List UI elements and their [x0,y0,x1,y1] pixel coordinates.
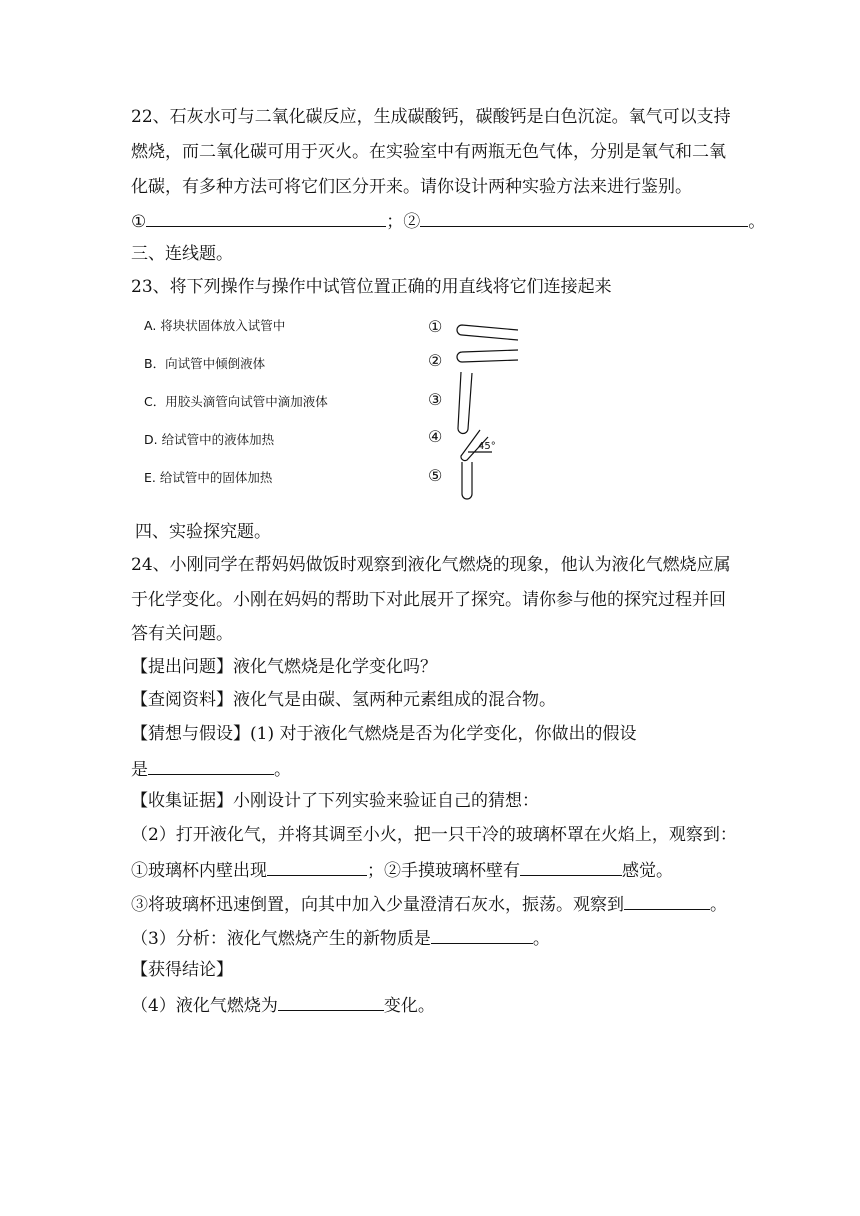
test-tube-5-icon [462,462,472,499]
q24-obs3-suffix: 。 [710,895,727,915]
q24-blank-obs3[interactable] [624,891,710,910]
q24-line-1: 24、小刚同学在帮妈妈做饭时观察到液化气燃烧的现象，他认为液化气燃烧应属 [131,555,731,575]
q24-observation-3 [131,891,727,917]
q24-consult: 【查阅资料】液化气是由碳、氢两种元素组成的混合物。 [131,690,556,710]
q24-blank-obs1[interactable] [267,857,367,876]
q24-step3-suffix: 。 [532,929,550,949]
test-tube-2-icon [457,350,518,362]
q24-hypothesis-1: 【猜想与假设】(1) 对于液化气燃烧是否为化学变化，你做出的假设 [131,724,637,744]
q23-number-4: ④ [428,427,443,446]
q23-number-3: ③ [428,390,443,409]
q22-mark-1: ① [131,212,147,232]
q24-observation-1 [131,857,673,883]
q22-end: 。 [748,212,766,232]
q24-conclusion-heading: 【获得结论】 [131,960,233,980]
q24-step-2: （2）打开液化气，并将其调至小火，把一只干冷的玻璃杯罩在火焰上，观察到： [131,825,737,845]
q24-blank-step3[interactable] [431,925,533,944]
q24-obs1-middle: ；②手摸玻璃杯壁有 [367,861,520,881]
angle-label: 45° [478,441,496,452]
q24-step4-prefix: （4）液化气燃烧为 [131,996,278,1016]
section-3-heading: 三、连线题。 [131,244,233,264]
q22-line-3: 化碳，有多种方法可将它们区分开来。请你设计两种实验方法来进行鉴别。 [131,177,692,197]
q22-line-1: 22、石灰水可与二氧化碳反应，生成碳酸钙，碳酸钙是白色沉淀。氧气可以支持 [131,107,731,127]
q22-blank-2[interactable] [420,208,748,227]
q24-collect: 【收集证据】小刚设计了下列实验来验证自己的猜想： [131,791,539,811]
q24-blank-step4[interactable] [278,992,384,1011]
q24-hypothesis-suffix: 。 [274,760,291,780]
q23-option-d: D. 给试管中的液体加热 [144,432,275,447]
q24-ask: 【提出问题】液化气燃烧是化学变化吗？ [131,657,437,677]
q24-blank-hypothesis[interactable] [148,756,274,775]
q24-obs1-suffix: 感觉。 [622,861,673,881]
q24-line-2: 于化学变化。小刚在妈妈的帮助下对此展开了探究。请你参与他的探究过程并回 [131,590,726,610]
q24-step3-prefix: （3）分析：液化气燃烧产生的新物质是 [131,929,431,949]
q24-blank-obs2[interactable] [520,857,622,876]
test-tube-1-icon [457,325,518,340]
q23-option-a: A. 将块状固体放入试管中 [144,318,286,333]
q24-line-3: 答有关问题。 [131,624,233,644]
test-tube-3-icon [458,372,472,434]
q24-obs1-prefix: ①玻璃杯内壁出现 [131,861,267,881]
q23-stem: 23、将下列操作与操作中试管位置正确的用直线将它们连接起来 [131,277,612,297]
section-4-heading: 四、实验探究题。 [135,522,271,542]
q22-blank-1[interactable] [146,208,386,227]
q23-number-1: ① [428,317,443,336]
q22-line-2: 燃烧，而二氧化碳可用于灭火。在实验室中有两瓶无色气体，分别是氧气和二氧 [131,142,726,162]
test-tube-figures [440,310,540,505]
q24-hypothesis-prefix: 是 [131,760,148,780]
q23-number-2: ② [428,351,443,370]
q23-option-c: C．用胶头滴管向试管中滴加液体 [144,394,328,409]
q24-hypothesis-2 [131,756,291,782]
q24-step-4 [131,992,435,1018]
q23-option-e: E. 给试管中的固体加热 [144,470,273,485]
q24-obs3-prefix: ③将玻璃杯迅速倒置，向其中加入少量澄清石灰水，振荡。观察到 [131,895,624,915]
q22-separator: ；② [386,212,421,232]
q23-option-b: B．向试管中倾倒液体 [144,356,266,371]
q24-step4-suffix: 变化。 [383,996,435,1016]
q24-step-3 [131,925,550,951]
q22-answer-line [131,208,765,234]
q23-number-5: ⑤ [428,466,443,485]
